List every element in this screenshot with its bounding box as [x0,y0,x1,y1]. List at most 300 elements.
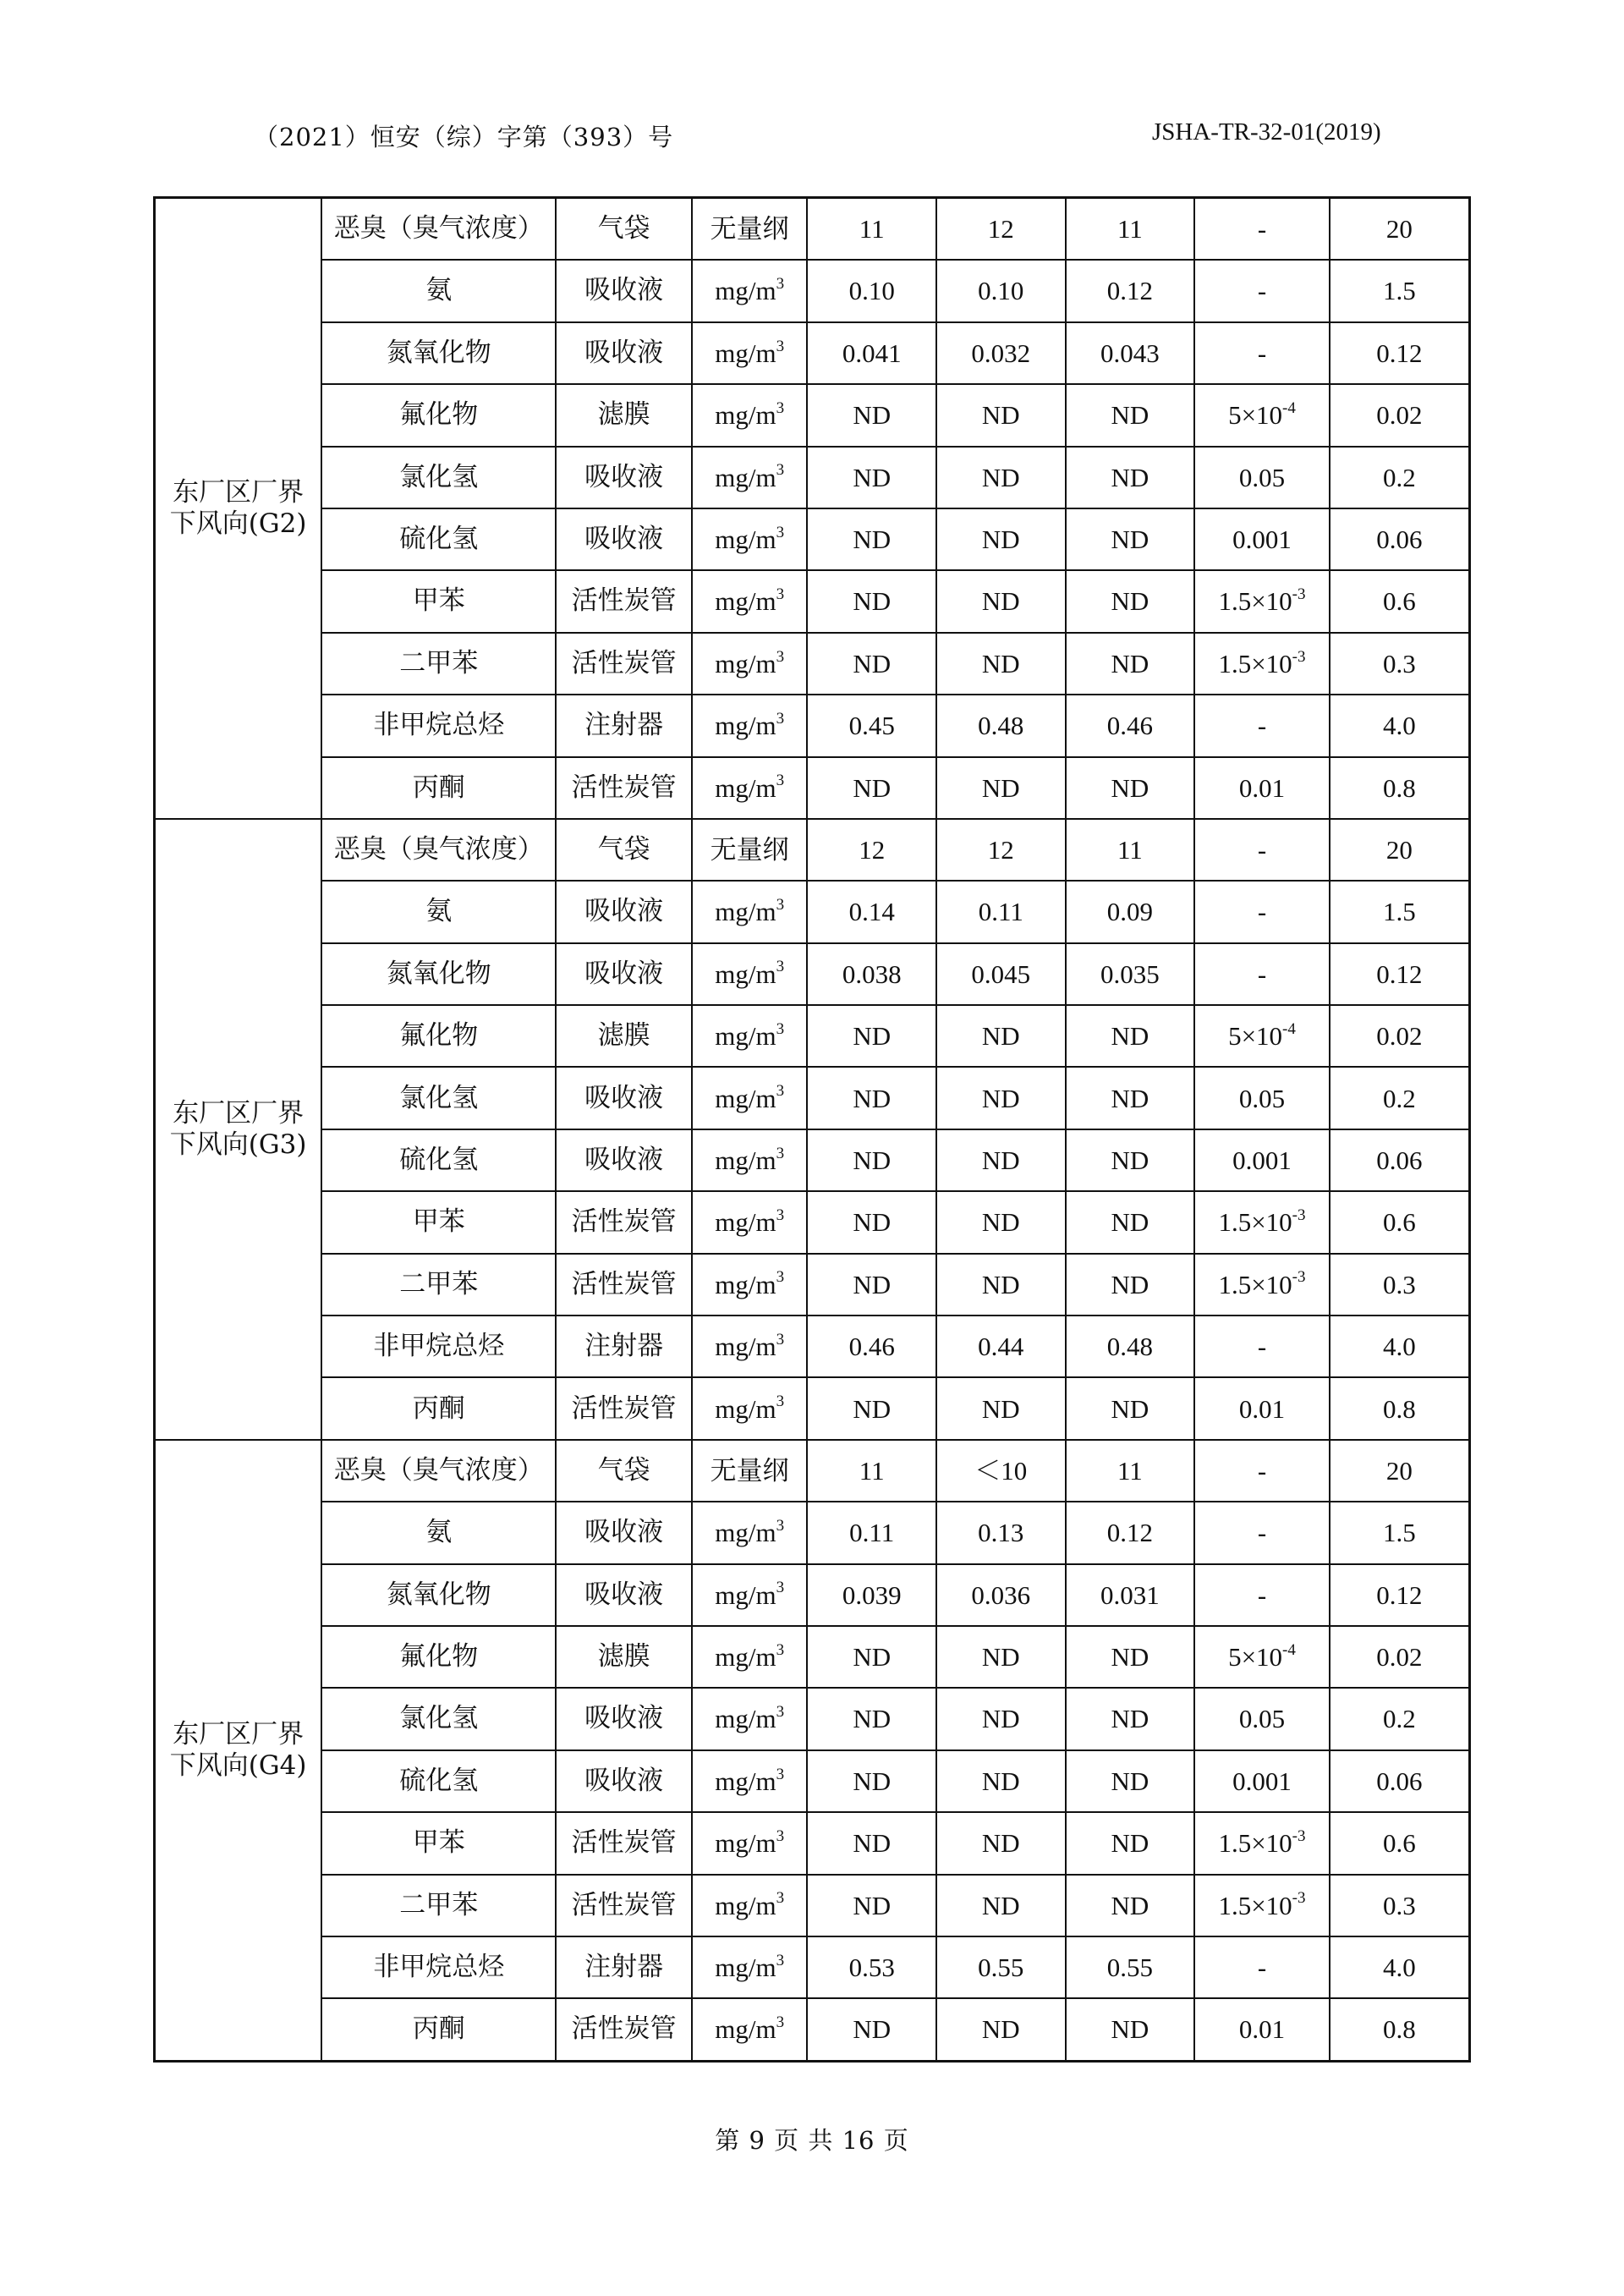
value-cell-3: 0.48 [1066,1316,1195,1377]
unit-cell [692,508,808,570]
limit-exponent: -3 [1292,585,1306,604]
unit-text: mg/m [715,1890,776,1920]
detection-limit-cell [1194,1502,1330,1563]
limit-exponent: -3 [1292,1826,1306,1845]
unit-cell [692,881,808,942]
medium-cell: 活性炭管 [556,757,692,819]
value-cell-1: 0.45 [807,695,936,756]
limit-text: 0.001 [1232,1145,1292,1175]
unit-exponent: 3 [776,1392,785,1411]
standard-limit-cell: 20 [1330,819,1470,881]
value-cell-1: 11 [807,198,936,261]
table-row [155,1316,1470,1377]
unit-text: mg/m [715,1953,776,1983]
limit-text: 0.01 [1238,1393,1286,1424]
unit-exponent: 3 [776,1268,785,1287]
value-cell-1: ND [807,1005,936,1067]
unit-cell [692,447,808,508]
monitoring-results-table [153,196,1471,2063]
value-cell-2: 0.48 [936,695,1066,756]
value-cell-2: 0.045 [936,943,1066,1005]
value-cell-3: ND [1066,1688,1195,1749]
unit-text: mg/m [715,338,776,368]
unit-cell [692,1254,808,1316]
limit-text: - [1257,897,1267,927]
unit-exponent: 3 [776,1019,785,1038]
standard-limit-cell: 20 [1330,198,1470,261]
unit-text: mg/m [715,1642,776,1673]
standard-limit-cell: 0.6 [1330,570,1470,632]
value-cell-1: 0.038 [807,943,936,1005]
detection-limit-cell [1194,695,1330,756]
value-cell-3: 11 [1066,198,1195,261]
value-cell-3: ND [1066,1875,1195,1936]
item-cell: 氯化氢 [321,447,556,508]
unit-text: mg/m [715,525,776,555]
unit-exponent: 3 [776,709,785,728]
medium-cell: 活性炭管 [556,1254,692,1316]
item-cell: 丙酮 [321,1377,556,1439]
detection-limit-cell [1194,1564,1330,1626]
unit-exponent: 3 [776,1082,785,1101]
item-cell: 硫化氢 [321,508,556,570]
unit-cell [692,384,808,446]
value-cell-2: ND [936,570,1066,632]
standard-limit-cell: 1.5 [1330,260,1470,321]
unit-text: mg/m [715,276,776,306]
limit-exponent: -4 [1282,1640,1296,1659]
table-row [155,1936,1470,1998]
unit-cell [692,1502,808,1563]
unit-cell [692,633,808,695]
value-cell-2: ND [936,1067,1066,1129]
table-row [155,570,1470,632]
unit-cell [692,260,808,321]
table-row [155,1564,1470,1626]
detection-limit-cell [1194,1254,1330,1316]
limit-text: - [1257,711,1267,741]
item-cell: 甲苯 [321,1191,556,1253]
unit-text: mg/m [715,1393,776,1424]
unit-exponent: 3 [776,1826,785,1845]
unit-exponent: 3 [776,1951,785,1969]
medium-cell: 活性炭管 [556,1875,692,1936]
medium-cell: 气袋 [556,819,692,881]
table-row [155,1750,1470,1812]
value-cell-3: 0.55 [1066,1936,1195,1998]
medium-cell: 吸收液 [556,260,692,321]
unit-text: mg/m [715,2014,776,2045]
limit-text: - [1257,835,1267,865]
value-cell-3: ND [1066,508,1195,570]
unit-cell [692,570,808,632]
unit-cell [692,1191,808,1253]
location-line: 下风向(G2) [169,508,307,539]
medium-cell: 吸收液 [556,881,692,942]
unit-exponent: 3 [776,275,785,294]
value-cell-1: ND [807,1191,936,1253]
value-cell-2: ND [936,757,1066,819]
table-row [155,1254,1470,1316]
value-cell-2: 0.036 [936,1564,1066,1626]
detection-limit-cell [1194,1005,1330,1067]
medium-cell: 注射器 [556,695,692,756]
value-cell-1: ND [807,1377,936,1439]
report-number: （2021）恒安（综）字第（393）号 [254,123,674,151]
standard-limit-cell: 0.6 [1330,1191,1470,1253]
detection-limit-cell [1194,1626,1330,1688]
value-cell-1: 11 [807,1440,936,1502]
unit-text: mg/m [715,958,776,989]
unit-text: mg/m [715,1083,776,1113]
unit-cell [692,322,808,384]
value-cell-1: ND [807,633,936,695]
value-cell-1: 12 [807,819,936,881]
value-cell-1: ND [807,1626,936,1688]
value-cell-3: 0.46 [1066,695,1195,756]
unit-text: mg/m [715,1269,776,1299]
item-cell: 硫化氢 [321,1750,556,1812]
detection-limit-cell [1194,943,1330,1005]
table-row [155,1191,1470,1253]
item-cell: 恶臭（臭气浓度） [321,1440,556,1502]
value-cell-1: ND [807,1067,936,1129]
value-cell-1: 0.10 [807,260,936,321]
limit-exponent: -4 [1282,398,1296,417]
item-cell: 丙酮 [321,1998,556,2061]
unit-exponent: 3 [776,1640,785,1659]
table-row [155,447,1470,508]
limit-text: - [1257,214,1267,244]
standard-limit-cell: 0.12 [1330,943,1470,1005]
standard-limit-cell: 0.8 [1330,1377,1470,1439]
value-cell-2: ND [936,1254,1066,1316]
medium-cell: 吸收液 [556,508,692,570]
limit-text: 0.01 [1238,2014,1286,2045]
location-line: 下风向(G3) [169,1129,307,1160]
standard-limit-cell: 0.6 [1330,1812,1470,1874]
item-cell: 甲苯 [321,1812,556,1874]
unit-text: mg/m [715,648,776,678]
location-cell [155,1440,322,2061]
medium-cell: 滤膜 [556,1626,692,1688]
unit-exponent: 3 [776,523,785,541]
value-cell-1: ND [807,508,936,570]
standard-limit-cell: 0.8 [1330,757,1470,819]
limit-text: - [1257,276,1267,306]
table-row [155,1440,1470,1502]
value-cell-2: ND [936,1129,1066,1191]
detection-limit-cell [1194,1316,1330,1377]
limit-text: 1.5×10 [1218,1890,1292,1920]
medium-cell: 滤膜 [556,384,692,446]
medium-cell: 吸收液 [556,1502,692,1563]
unit-text: mg/m [715,897,776,927]
value-cell-3: ND [1066,1067,1195,1129]
limit-text: 0.001 [1232,1766,1292,1796]
unit-cell [692,1812,808,1874]
unit-exponent: 3 [776,461,785,480]
value-cell-1: ND [807,570,936,632]
detection-limit-cell [1194,1191,1330,1253]
unit-text: mg/m [715,586,776,617]
table-row [155,819,1470,881]
detection-limit-cell [1194,260,1330,321]
medium-cell: 吸收液 [556,1750,692,1812]
standard-limit-cell: 0.3 [1330,633,1470,695]
medium-cell: 活性炭管 [556,633,692,695]
standard-limit-cell: 1.5 [1330,881,1470,942]
detection-limit-cell [1194,447,1330,508]
unit-cell [692,1129,808,1191]
value-cell-1: ND [807,1998,936,2061]
table-row [155,943,1470,1005]
value-cell-3: 0.12 [1066,260,1195,321]
standard-limit-cell: 0.06 [1330,1129,1470,1191]
limit-text: 5×10 [1228,400,1283,431]
value-cell-1: 0.53 [807,1936,936,1998]
value-cell-1: ND [807,384,936,446]
limit-exponent: -3 [1292,647,1306,666]
value-cell-2: ND [936,633,1066,695]
value-cell-3: 0.043 [1066,322,1195,384]
detection-limit-cell [1194,1750,1330,1812]
unit-text: 无量纲 [710,835,789,865]
unit-text: mg/m [715,711,776,741]
unit-exponent: 3 [776,958,785,976]
standard-limit-cell: 0.3 [1330,1254,1470,1316]
value-cell-3: ND [1066,570,1195,632]
item-cell: 恶臭（臭气浓度） [321,819,556,881]
limit-text: 5×10 [1228,1642,1283,1673]
detection-limit-cell [1194,508,1330,570]
value-cell-3: ND [1066,757,1195,819]
medium-cell: 吸收液 [556,1564,692,1626]
table-row [155,1005,1470,1067]
item-cell: 氯化氢 [321,1688,556,1749]
standard-limit-cell: 0.06 [1330,1750,1470,1812]
table-row [155,1129,1470,1191]
value-cell-2: 0.13 [936,1502,1066,1563]
unit-exponent: 3 [776,1516,785,1535]
unit-text: mg/m [715,1518,776,1548]
value-cell-2: ND [936,447,1066,508]
table-row [155,384,1470,446]
standard-limit-cell: 4.0 [1330,1936,1470,1998]
unit-cell [692,1564,808,1626]
detection-limit-cell [1194,1688,1330,1749]
standard-limit-cell: 0.06 [1330,508,1470,570]
unit-cell [692,1005,808,1067]
value-cell-1: ND [807,447,936,508]
unit-text: mg/m [715,1332,776,1362]
value-cell-3: ND [1066,1005,1195,1067]
value-cell-3: 0.031 [1066,1564,1195,1626]
value-cell-2: 12 [936,198,1066,261]
medium-cell: 吸收液 [556,943,692,1005]
value-cell-1: ND [807,757,936,819]
medium-cell: 活性炭管 [556,1377,692,1439]
limit-text: - [1257,1579,1267,1610]
detection-limit-cell [1194,1936,1330,1998]
value-cell-2: ND [936,1750,1066,1812]
limit-text: - [1257,1953,1267,1983]
limit-text: 0.001 [1232,525,1292,555]
item-cell: 氮氧化物 [321,943,556,1005]
value-cell-2: ND [936,1626,1066,1688]
value-cell-2: ND [936,1005,1066,1067]
detection-limit-cell [1194,198,1330,261]
detection-limit-cell [1194,819,1330,881]
value-cell-3: ND [1066,1998,1195,2061]
value-cell-2: 0.10 [936,260,1066,321]
value-cell-1: ND [807,1812,936,1874]
unit-text: 无量纲 [710,1455,789,1486]
value-cell-3: 11 [1066,1440,1195,1502]
detection-limit-cell [1194,1129,1330,1191]
value-cell-3: 11 [1066,819,1195,881]
detection-limit-cell [1194,1067,1330,1129]
unit-exponent: 3 [776,1330,785,1348]
unit-cell [692,1936,808,1998]
medium-cell: 活性炭管 [556,570,692,632]
value-cell-3: ND [1066,1254,1195,1316]
limit-text: - [1257,1518,1267,1548]
value-cell-2: 0.55 [936,1936,1066,1998]
value-cell-3: ND [1066,1812,1195,1874]
limit-text: 0.05 [1238,1704,1286,1734]
unit-text: mg/m [715,1828,776,1859]
value-cell-2: ND [936,508,1066,570]
unit-cell [692,1688,808,1749]
detection-limit-cell [1194,1377,1330,1439]
item-cell: 非甲烷总烃 [321,695,556,756]
value-cell-3: ND [1066,447,1195,508]
detection-limit-cell [1194,881,1330,942]
detection-limit-cell [1194,1998,1330,2061]
unit-text: mg/m [715,1207,776,1238]
unit-cell [692,1377,808,1439]
unit-cell [692,819,808,881]
standard-limit-cell: 0.02 [1330,1005,1470,1067]
unit-exponent: 3 [776,585,785,604]
value-cell-3: ND [1066,633,1195,695]
unit-cell [692,1440,808,1502]
value-cell-3: 0.12 [1066,1502,1195,1563]
value-cell-3: ND [1066,1750,1195,1812]
item-cell: 丙酮 [321,757,556,819]
unit-cell [692,1626,808,1688]
detection-limit-cell [1194,757,1330,819]
value-cell-1: ND [807,1129,936,1191]
value-cell-2: 0.032 [936,322,1066,384]
table-row [155,260,1470,321]
standard-limit-cell: 0.02 [1330,384,1470,446]
medium-cell: 气袋 [556,198,692,261]
unit-cell [692,1875,808,1936]
detection-limit-cell [1194,570,1330,632]
unit-exponent: 3 [776,772,785,790]
item-cell: 氨 [321,1502,556,1563]
table-row [155,695,1470,756]
unit-text: mg/m [715,1766,776,1796]
table-row [155,1875,1470,1936]
standard-limit-cell: 4.0 [1330,695,1470,756]
unit-text: mg/m [715,462,776,492]
unit-exponent: 3 [776,1889,785,1908]
table-row [155,1812,1470,1874]
item-cell: 二甲苯 [321,1875,556,1936]
standard-limit-cell: 4.0 [1330,1316,1470,1377]
medium-cell: 气袋 [556,1440,692,1502]
standard-limit-cell: 0.12 [1330,1564,1470,1626]
unit-text: mg/m [715,1579,776,1610]
limit-text: 0.05 [1238,1083,1286,1113]
item-cell: 非甲烷总烃 [321,1936,556,1998]
table-row [155,1688,1470,1749]
table-row [155,1377,1470,1439]
unit-text: mg/m [715,400,776,431]
location-line: 下风向(G4) [169,1749,307,1781]
value-cell-2: ND [936,1875,1066,1936]
unit-cell [692,1998,808,2061]
value-cell-3: 0.035 [1066,943,1195,1005]
medium-cell: 滤膜 [556,1005,692,1067]
detection-limit-cell [1194,1875,1330,1936]
item-cell: 氮氧化物 [321,1564,556,1626]
unit-cell [692,1316,808,1377]
medium-cell: 注射器 [556,1936,692,1998]
value-cell-1: 0.041 [807,322,936,384]
standard-limit-cell: 0.2 [1330,447,1470,508]
medium-cell: 注射器 [556,1316,692,1377]
medium-cell: 吸收液 [556,322,692,384]
unit-cell [692,198,808,261]
medium-cell: 吸收液 [556,1688,692,1749]
location-cell [155,819,322,1440]
limit-text: 1.5×10 [1218,1828,1292,1859]
table-row [155,508,1470,570]
standard-limit-cell: 0.8 [1330,1998,1470,2061]
standard-code: JSHA-TR-32-01(2019) [1152,118,1381,146]
table-row [155,1067,1470,1129]
medium-cell: 吸收液 [556,1067,692,1129]
detection-limit-cell [1194,1812,1330,1874]
table-row [155,322,1470,384]
table-row [155,1502,1470,1563]
value-cell-1: 0.46 [807,1316,936,1377]
item-cell: 氟化物 [321,1626,556,1688]
unit-exponent: 3 [776,1206,785,1225]
unit-cell [692,1750,808,1812]
value-cell-2: ND [936,384,1066,446]
value-cell-3: ND [1066,1129,1195,1191]
value-cell-1: ND [807,1750,936,1812]
item-cell: 氟化物 [321,1005,556,1067]
limit-text: 0.05 [1238,462,1286,492]
standard-limit-cell: 0.2 [1330,1688,1470,1749]
detection-limit-cell [1194,322,1330,384]
item-cell: 氨 [321,260,556,321]
unit-text: mg/m [715,1145,776,1175]
unit-cell [692,757,808,819]
unit-text: mg/m [715,1704,776,1734]
limit-text: - [1257,1332,1267,1362]
standard-limit-cell: 1.5 [1330,1502,1470,1563]
item-cell: 氯化氢 [321,1067,556,1129]
limit-text: 0.01 [1238,772,1286,803]
location-line: 东厂区厂界 [173,1097,304,1129]
